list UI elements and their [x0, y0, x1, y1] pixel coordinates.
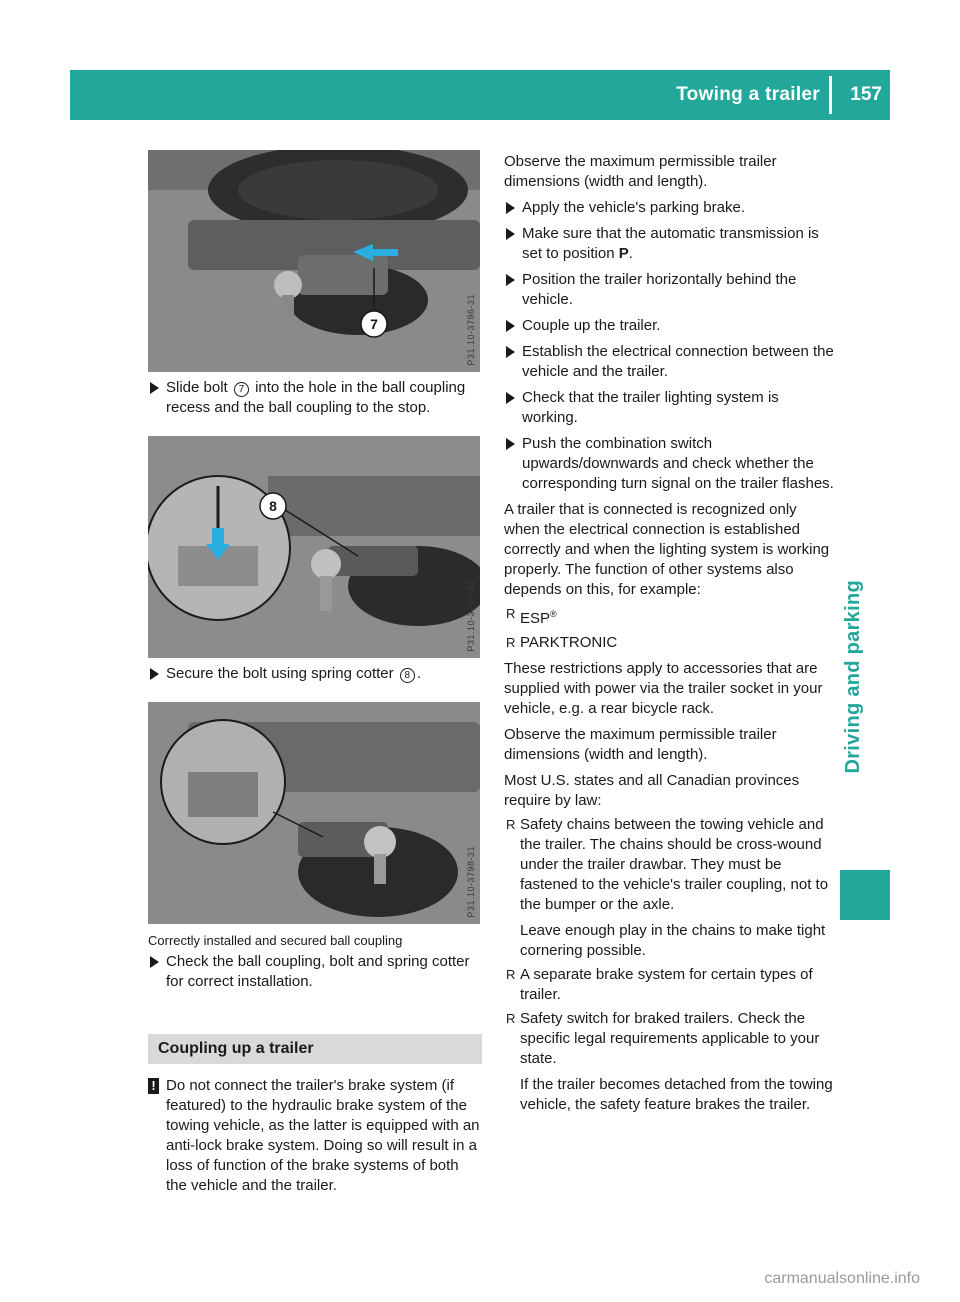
step-arrow-icon	[506, 438, 515, 450]
list-item: R A separate brake system for certain types of trailer.	[506, 966, 813, 1003]
figure-callout-8: 8	[269, 498, 277, 514]
header-bar	[70, 70, 890, 120]
left-column	[148, 150, 482, 1196]
list-item-note: Leave enough play in the chains to make tight cornering possible.	[520, 922, 826, 959]
side-section-label: Driving and parking	[842, 580, 864, 774]
figure-spring-cotter	[148, 436, 480, 658]
step-arrow-icon	[506, 320, 515, 332]
figure-callout-7: 7	[370, 316, 378, 332]
paragraph: Most U.S. states and all Canadian provinces require by law:	[504, 772, 800, 809]
step-slide-bolt: Slide bolt 7 into the hole in the ball coupling recess and the ball coupling to the stop.	[148, 378, 482, 418]
step-item: Make sure that the automatic transmission is set to position P.	[504, 224, 836, 264]
figure-code: P31.10-3798-31	[466, 846, 476, 918]
bullet-icon: R	[506, 606, 516, 621]
list-item: R Safety chains between the towing vehicle and the trailer. The chains should be cross-wound under the trailer drawbar. They must be fastened to the vehicle's trailer coupling, not to the bumper or the axle.	[506, 816, 829, 913]
callout-ref-7: 7	[234, 382, 249, 397]
page-header-title: Towing a trailer	[676, 84, 820, 105]
side-section-marker	[840, 870, 890, 920]
bullet-icon: R	[506, 817, 516, 832]
header-separator	[829, 76, 832, 114]
paragraph: A trailer that is connected is recognized only when the electrical connection is established correctly and when the lighting system is working properly. The function of other systems also depends on this, for example:	[504, 501, 830, 598]
step-item: Push the combination switch upwards/downwards and check whether the corresponding turn signal on the trailer flashes.	[504, 434, 836, 494]
list-item: R Safety switch for braked trailers. Check the specific legal requirements applicable to your state.	[506, 1010, 820, 1067]
figure-code: P31.10-3797-31	[466, 580, 476, 652]
watermark: carmanualsonline.info	[764, 1270, 920, 1287]
warning-note: ! Do not connect the trailer's brake system (if featured) to the hydraulic brake system of the towing vehicle, as the latter is equipped with an anti-lock brake system. Doing so will result in a loss of function of the brake systems of both the vehicle and the trailer.	[148, 1076, 482, 1196]
bullet-icon: R	[506, 1011, 516, 1026]
step-arrow-icon	[506, 202, 515, 214]
step-arrow-icon	[150, 668, 159, 680]
figure-code: P31.10-3796-31	[466, 294, 476, 366]
page-number: 157	[850, 84, 882, 105]
side-section-tab	[840, 120, 890, 1140]
section-heading: Coupling up a trailer	[148, 1034, 482, 1064]
list-item-note: If the trailer becomes detached from the towing vehicle, the safety feature brakes the trailer.	[520, 1076, 833, 1113]
list-item: R ESP®	[506, 606, 557, 627]
step-item: Apply the vehicle's parking brake.	[504, 198, 836, 218]
callout-ref-8: 8	[400, 668, 415, 683]
list-item: R PARKTRONIC	[506, 634, 618, 651]
paragraph: Observe the maximum permissible trailer dimensions (width and length).	[504, 726, 777, 763]
step-arrow-icon	[150, 956, 159, 968]
figure-installed-coupling	[148, 702, 480, 924]
right-column	[504, 150, 836, 1115]
step-check-coupling: Check the ball coupling, bolt and spring cotter for correct installation.	[148, 952, 482, 992]
step-arrow-icon	[506, 274, 515, 286]
step-item: Couple up the trailer.	[504, 316, 836, 336]
bullet-icon: R	[506, 967, 516, 982]
paragraph: These restrictions apply to accessories that are supplied with power via the trailer socket in your vehicle, e.g. a rear bicycle rack.	[504, 660, 823, 717]
step-arrow-icon	[150, 382, 159, 394]
step-item: Establish the electrical connection between the vehicle and the trailer.	[504, 342, 836, 382]
warning-icon: !	[148, 1078, 159, 1094]
intro-paragraph: Observe the maximum permissible trailer dimensions (width and length).	[504, 153, 777, 190]
figure-caption: Correctly installed and secured ball coupling	[148, 933, 403, 948]
gear-position: P	[618, 245, 629, 262]
step-item: Check that the trailer lighting system is working.	[504, 388, 836, 428]
step-item: Position the trailer horizontally behind the vehicle.	[504, 270, 836, 310]
bullet-icon: R	[506, 635, 516, 650]
step-arrow-icon	[506, 228, 515, 240]
figure-slide-bolt	[148, 150, 480, 372]
step-arrow-icon	[506, 346, 515, 358]
step-arrow-icon	[506, 392, 515, 404]
step-spring-cotter: Secure the bolt using spring cotter 8 .	[148, 664, 482, 684]
